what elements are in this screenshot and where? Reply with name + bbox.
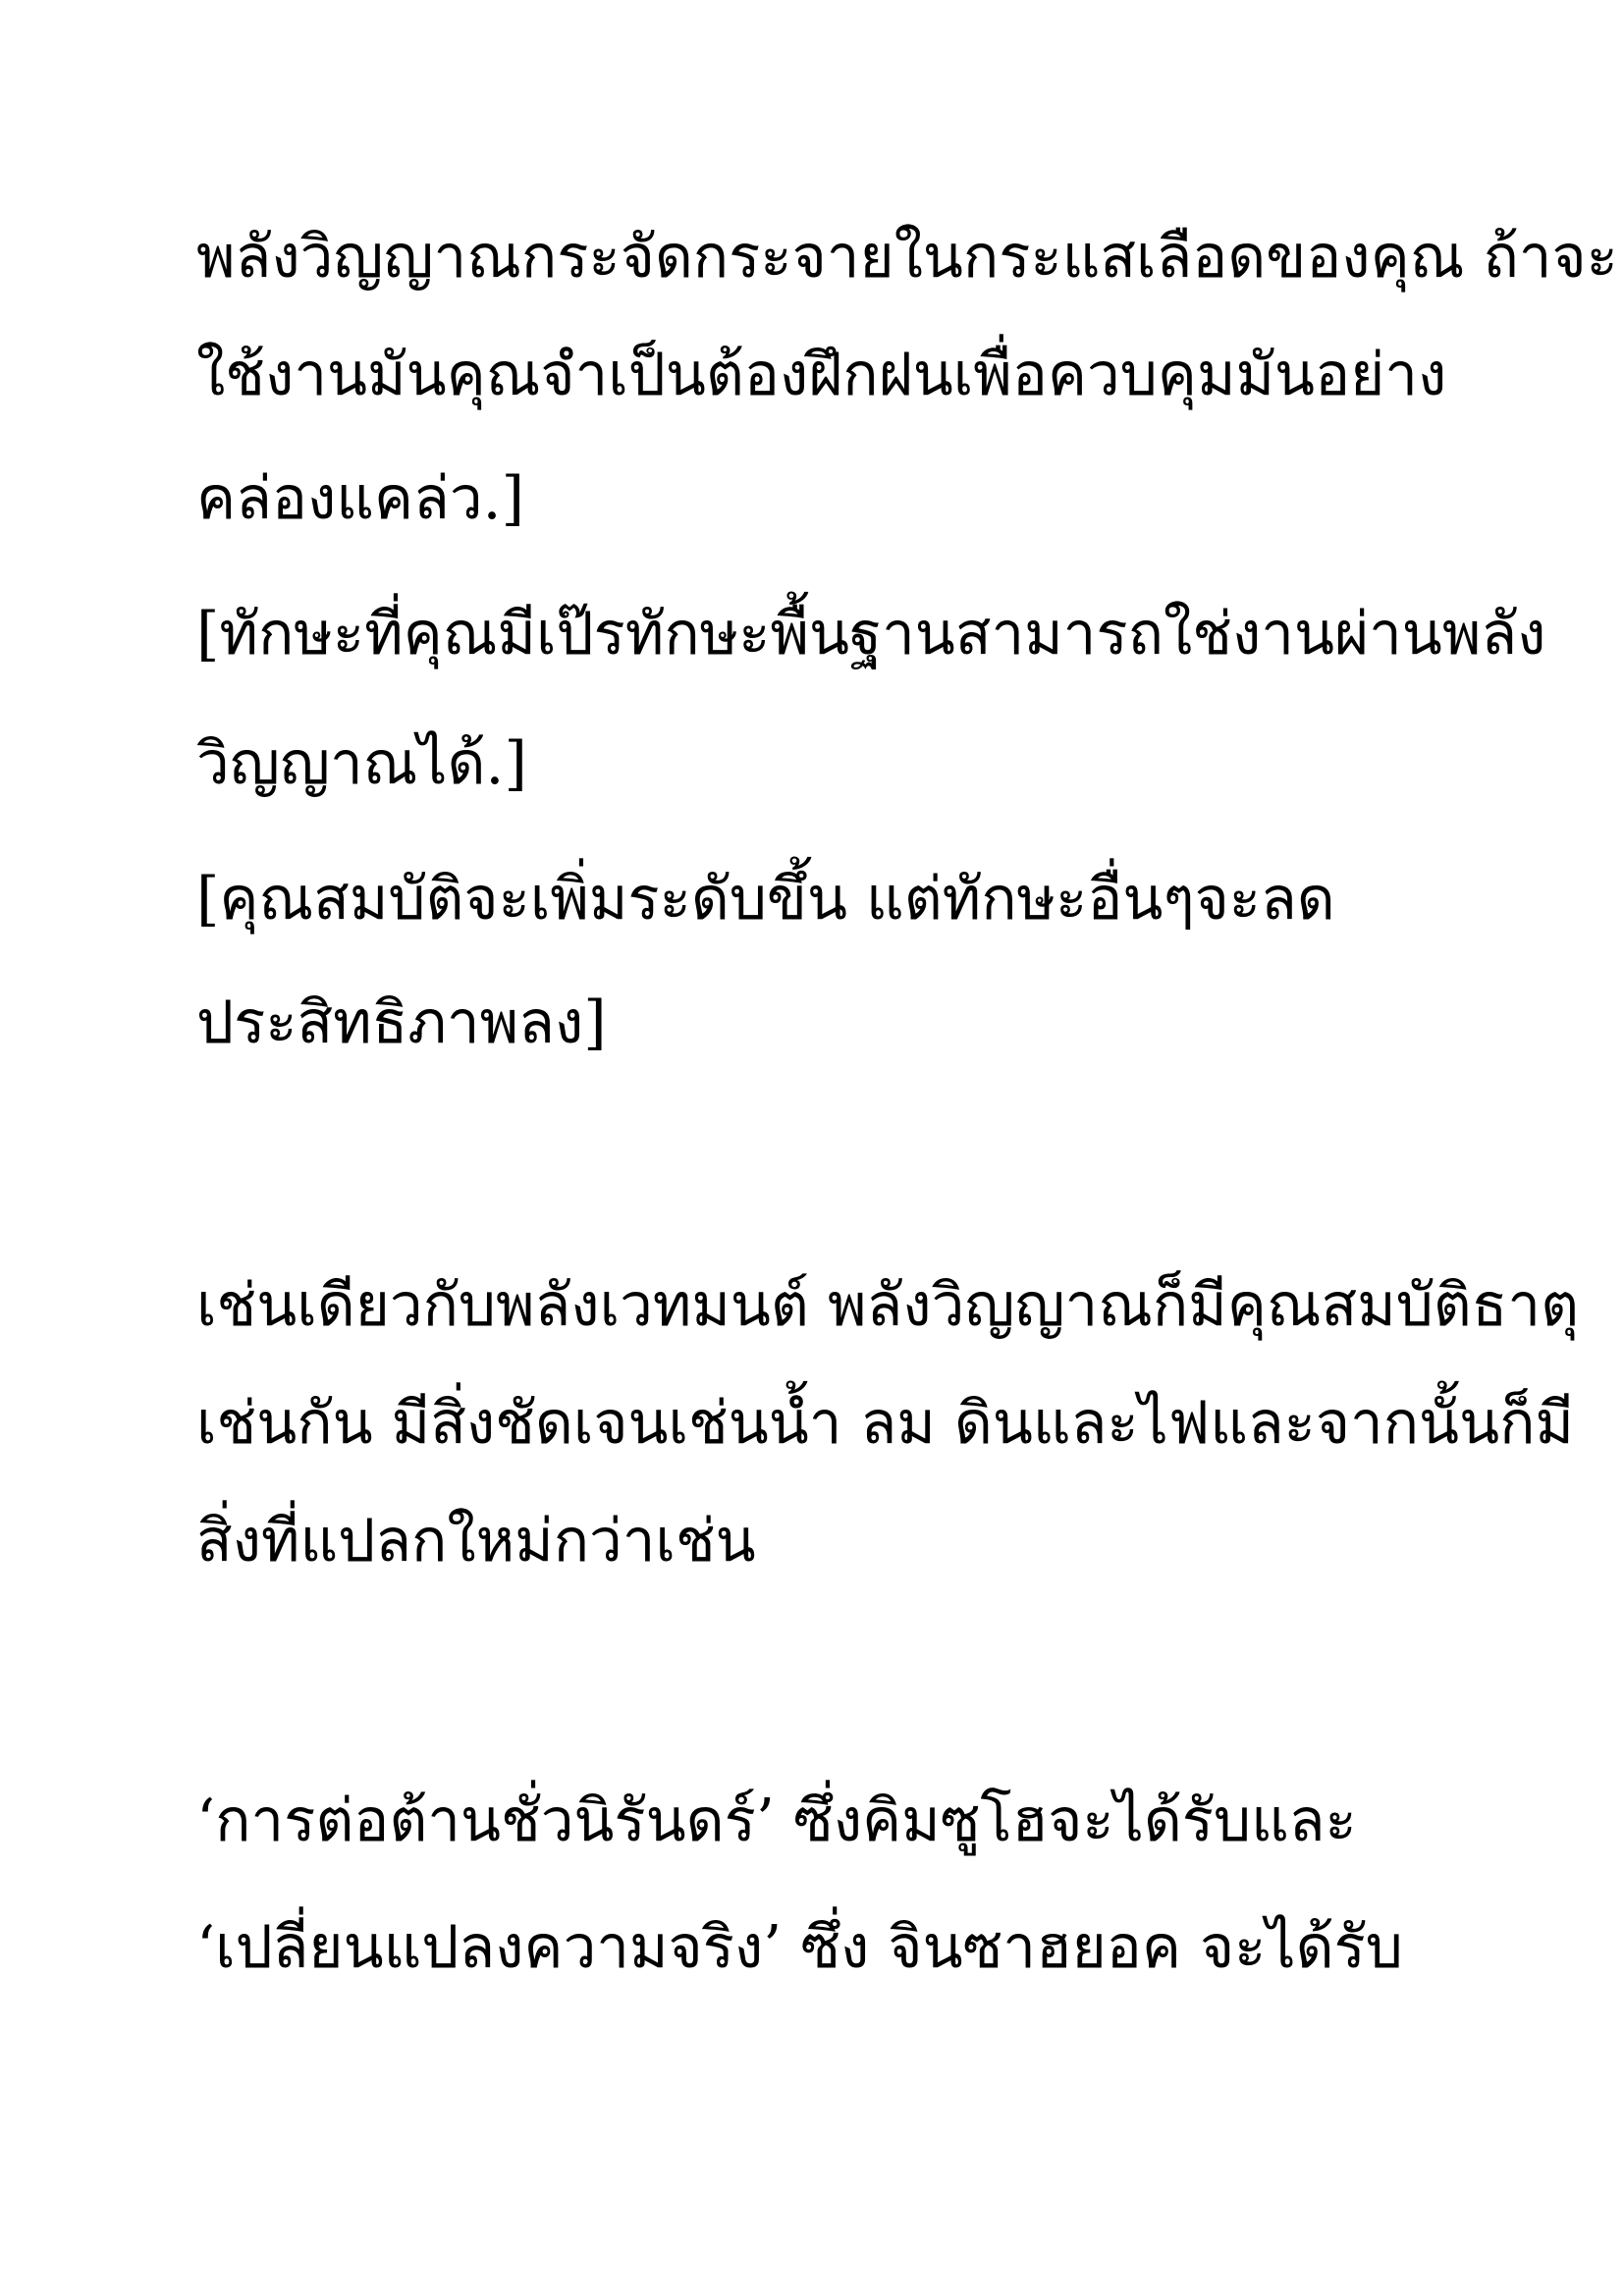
text-line: [คุณสมบัติจะเพิ่มระดับขึ้น แต่ทักษะอื่นๆจะลด	[196, 865, 1335, 934]
text-line: ใช้งานมันคุณจำเป็นต้องฝึกฝนเพื่อควบคุมมันอย่าง	[196, 341, 1447, 409]
text-line: วิญญาณได้.]	[196, 729, 527, 798]
text-line: ‘เปลี่ยนแปลงความจริง’ ซึ่ง จินซาฮยอค จะได้รับ	[196, 1913, 1403, 1982]
text-line: เช่นกัน มีสิ่งชัดเจนเช่นน้ำ ลม ดินและไฟและจากนั้นก็มี	[196, 1389, 1574, 1458]
text-line: สิ่งที่แปลกใหม่กว่าเช่น	[196, 1507, 756, 1575]
text-line: ประสิทธิภาพลง]	[196, 988, 607, 1057]
text-line: เช่นเดียวกับพลังเวทมนต์ พลังวิญญาณก็มีคุณสมบัติธาตุ	[196, 1271, 1580, 1340]
text-line: ‘การต่อต้านชั่วนิรันดร์’ ซึ่งคิมซูโฮจะได้รับและ	[196, 1787, 1357, 1855]
text-line: คล่องแคล่ว.]	[196, 464, 524, 533]
text-line: [ทักษะที่คุณมีเป๊รทักษะพื้นฐานสามารถใช่งานผ่านพลัง	[196, 600, 1546, 668]
text-line: พลังวิญญาณกระจัดกระจายในกระแสเลือดของคุณ ถ้าจะ	[196, 223, 1618, 292]
